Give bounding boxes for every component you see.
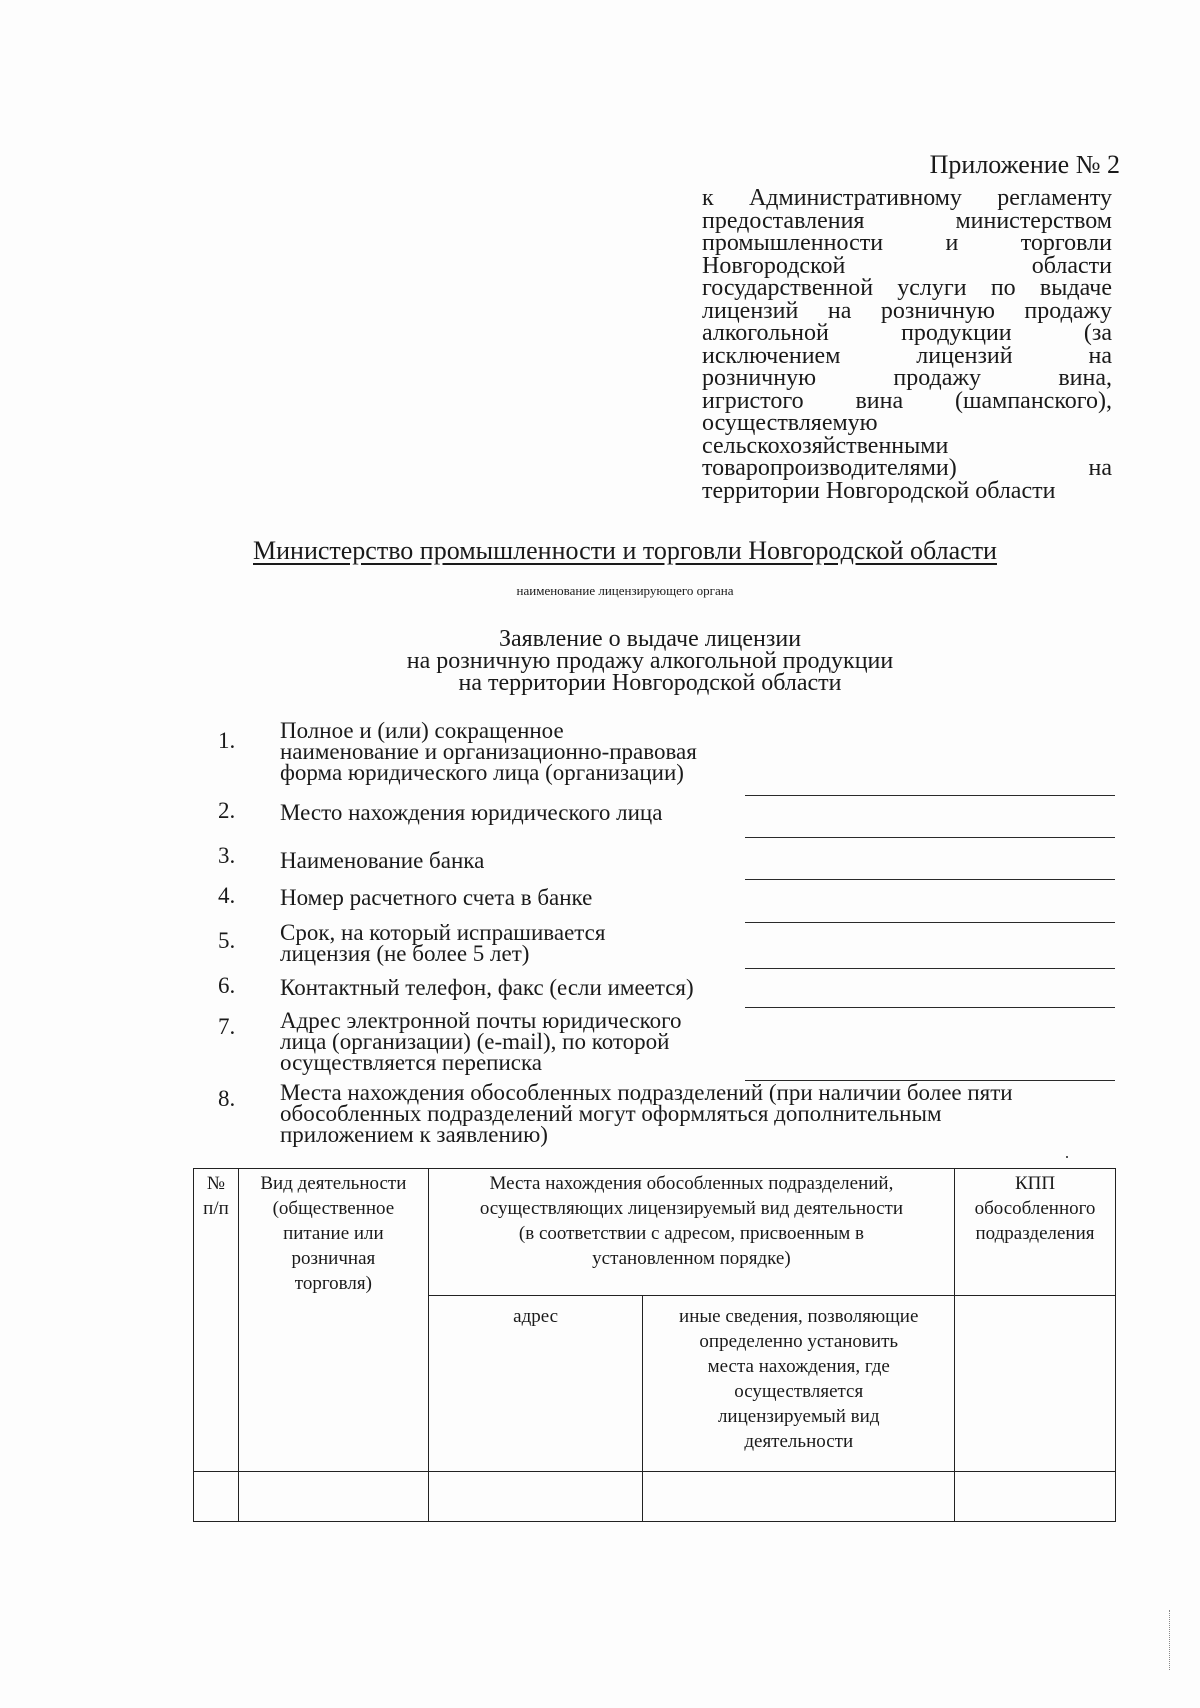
item-label bbox=[280, 850, 484, 871]
licensing-body-name: Министерство промышленности и торговли Новгородской области bbox=[253, 536, 997, 565]
licensing-body bbox=[200, 536, 1050, 566]
statement-title-line: на территории Новгородской области bbox=[458, 670, 842, 696]
statement-title bbox=[350, 628, 950, 694]
item-number: 6. bbox=[218, 973, 236, 998]
statement-title-line: на розничную продажу алкогольной продукции bbox=[406, 648, 894, 674]
appendix-reference bbox=[702, 187, 1112, 502]
table-header-row bbox=[194, 1169, 1116, 1296]
item-number: 5. bbox=[218, 928, 236, 953]
item-label-line: форма юридического лица (организации) bbox=[280, 760, 684, 785]
appendix-line: к Административному регламенту bbox=[702, 185, 1112, 211]
subheader-other-info bbox=[643, 1296, 955, 1472]
item-label bbox=[280, 887, 592, 908]
header-text: № bbox=[206, 1173, 226, 1194]
header-text: иные сведения, позволяющие bbox=[679, 1306, 919, 1327]
header-text: места нахождения, где bbox=[707, 1356, 890, 1377]
item-label-line: лицензия (не более 5 лет) bbox=[280, 941, 530, 966]
item-label bbox=[280, 720, 697, 783]
item-label bbox=[280, 1082, 1013, 1145]
appendix-line: игристого вина (шампанского), bbox=[702, 387, 1112, 414]
item-label-line: Места нахождения обособленных подразделений (при наличии более пяти bbox=[280, 1080, 1013, 1105]
appendix-line: промышленности и торговли bbox=[702, 230, 1112, 256]
scan-speck bbox=[1066, 1156, 1068, 1158]
appendix-line: алкогольной продукции (за bbox=[702, 320, 1112, 346]
table-cell[interactable] bbox=[238, 1472, 428, 1522]
item-label-line: Контактный телефон, факс (если имеется) bbox=[280, 975, 694, 1000]
header-text: осуществляющих лицензируемый вид деятельности bbox=[479, 1198, 903, 1219]
item-number: 7. bbox=[218, 1014, 236, 1039]
legal-address-field[interactable] bbox=[745, 837, 1115, 838]
branches-table bbox=[193, 1168, 1116, 1522]
header-text: лицензируемый вид bbox=[717, 1406, 880, 1427]
appendix-line: осуществляемую bbox=[702, 410, 878, 436]
header-places bbox=[428, 1169, 954, 1296]
item-label bbox=[280, 802, 662, 823]
appendix-line: товаропроизводителями) на bbox=[702, 455, 1112, 481]
licensing-body-caption: наименование лицензирующего органа bbox=[516, 583, 734, 598]
item-label-line: Место нахождения юридического лица bbox=[280, 800, 663, 825]
header-text: осуществляется bbox=[734, 1381, 864, 1402]
appendix-line: исключением лицензий на bbox=[702, 342, 1112, 369]
appendix-line: лицензий на розничную продажу bbox=[702, 297, 1112, 324]
appendix-line: Новгородской области bbox=[702, 252, 1112, 279]
header-text: торговля) bbox=[294, 1273, 372, 1294]
appendix-line: государственной услуги по выдаче bbox=[702, 275, 1112, 301]
item-label-line: обособленных подразделений могут оформляться дополнительным bbox=[280, 1101, 942, 1126]
item-label-line: Номер расчетного счета в банке bbox=[280, 885, 593, 910]
item-number: 1. bbox=[218, 728, 236, 753]
header-text: Места нахождения обособленных подразделений, bbox=[489, 1173, 894, 1194]
subheader-address bbox=[428, 1296, 643, 1472]
scan-margin-mark bbox=[1169, 1610, 1170, 1670]
header-text: обособленного bbox=[974, 1198, 1096, 1219]
appendix-line: территории Новгородской области bbox=[702, 477, 1056, 504]
item-label-line: наименование и организационно-правовая bbox=[280, 739, 697, 764]
header-number bbox=[194, 1169, 239, 1472]
table-cell[interactable] bbox=[428, 1472, 643, 1522]
appendix-line: предоставления министерством bbox=[702, 207, 1112, 234]
item-number: 4. bbox=[218, 883, 236, 908]
appendix-line: сельскохозяйственными bbox=[702, 432, 949, 459]
item-label bbox=[280, 922, 605, 964]
item-label-line: осуществляется переписка bbox=[280, 1050, 543, 1075]
appendix-title: Приложение № 2 bbox=[929, 150, 1120, 179]
item-number: 2. bbox=[218, 798, 236, 823]
item-number: 8. bbox=[218, 1086, 236, 1111]
item-label-line: Срок, на который испрашивается bbox=[280, 920, 606, 945]
table-cell[interactable] bbox=[194, 1472, 239, 1522]
header-text: КПП bbox=[1014, 1173, 1056, 1194]
item-label-line: приложением к заявлению) bbox=[280, 1122, 548, 1147]
table-row bbox=[194, 1472, 1116, 1522]
header-text: (общественное bbox=[272, 1198, 395, 1219]
header-activity bbox=[238, 1169, 428, 1472]
header-text: Вид деятельности bbox=[260, 1173, 407, 1194]
bank-name-field[interactable] bbox=[745, 879, 1115, 880]
item-label-line: Полное и (или) сокращенное bbox=[280, 718, 564, 743]
header-text: (в соответствии с адресом, присвоенным в bbox=[518, 1223, 864, 1244]
phone-fax-field[interactable] bbox=[745, 1007, 1115, 1008]
table-cell[interactable] bbox=[643, 1472, 955, 1522]
header-text: питание или bbox=[283, 1223, 384, 1244]
header-text: определенно установить bbox=[699, 1331, 899, 1352]
header-text: установленном порядке) bbox=[592, 1248, 791, 1269]
header-kpp bbox=[955, 1169, 1116, 1296]
header-text: адрес bbox=[513, 1306, 559, 1327]
item-label-line: Наименование банка bbox=[280, 848, 485, 873]
header-text: деятельности bbox=[744, 1431, 854, 1452]
item-label bbox=[280, 977, 694, 998]
header-text: розничная bbox=[291, 1248, 376, 1269]
statement-title-line: Заявление о выдаче лицензии bbox=[498, 626, 802, 652]
header-text: подразделения bbox=[975, 1223, 1095, 1244]
table-cell[interactable] bbox=[955, 1472, 1116, 1522]
subheader-kpp-empty bbox=[955, 1296, 1116, 1472]
header-text: п/п bbox=[203, 1198, 229, 1219]
item-number: 3. bbox=[218, 843, 236, 868]
license-term-field[interactable] bbox=[745, 968, 1115, 969]
full-name-field[interactable] bbox=[745, 795, 1115, 796]
bank-account-field[interactable] bbox=[745, 922, 1115, 923]
item-label-line: лица (организации) (e-mail), по которой bbox=[280, 1029, 670, 1054]
item-label-line: Адрес электронной почты юридического bbox=[280, 1008, 682, 1033]
item-label bbox=[280, 1010, 682, 1073]
appendix-line: розничную продажу вина, bbox=[702, 365, 1112, 391]
